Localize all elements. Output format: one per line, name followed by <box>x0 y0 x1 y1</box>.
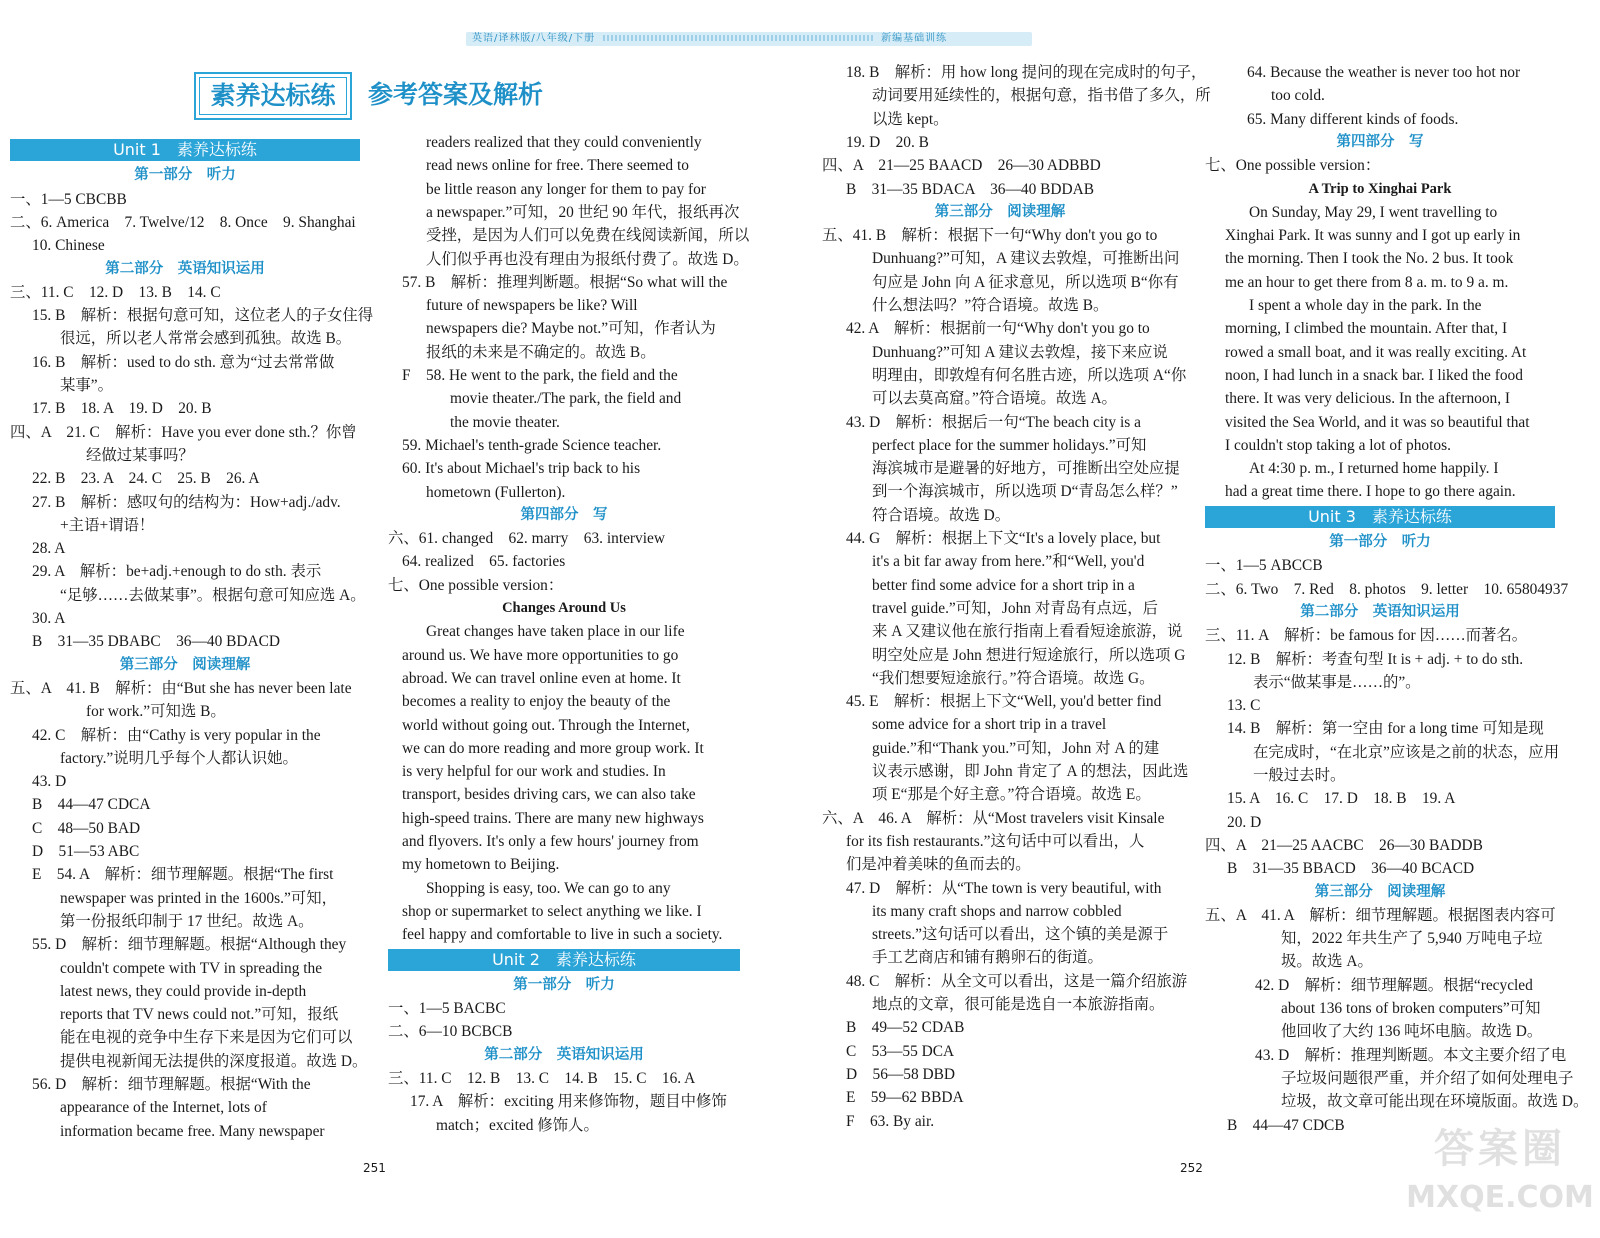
header-divider <box>603 35 873 41</box>
answer-line: 句应是 John 向 A 征求意见，所以选项 B“你有 <box>872 273 1179 291</box>
section-heading: 第一部分 听力 <box>1329 534 1431 550</box>
answer-line: 43. D 解析：推理判断题。本文主要介绍了电 <box>1255 1046 1567 1064</box>
answer-line: its many craft shops and narrow cobbled <box>872 902 1122 920</box>
header-right: 新编基础训练 <box>881 33 948 44</box>
answer-line: morning, I climbed the mountain. After that, I <box>1225 320 1508 338</box>
answer-line: 65. Many different kinds of foods. <box>1247 110 1459 128</box>
answer-line: some advice for a short trip in a travel <box>872 716 1107 734</box>
answer-line: 29. A 解析：be+adj.+enough to do sth. 表示 <box>32 563 322 581</box>
answer-line: abroad. We can travel online even at home. It <box>402 669 681 687</box>
answer-line: couldn't compete with TV in spreading the <box>60 959 323 977</box>
answer-line: 们是冲着美味的鱼而去的。 <box>846 856 1031 874</box>
answer-line: 17. B 18. A 19. D 20. B <box>32 400 212 418</box>
section-heading: 第三部分 阅读理解 <box>119 656 251 673</box>
answer-line: F 63. By air. <box>846 1112 935 1130</box>
answer-line: read news online for free. There seemed to <box>426 157 689 175</box>
answer-line: better find some advice for a short trip in a <box>872 576 1135 594</box>
answer-line: 42. A 解析：根据前一句“Why don't you go to <box>846 320 1150 338</box>
answer-line: 三、11. A 解析：be famous for 因……而著名。 <box>1205 627 1528 645</box>
answer-line: it's a bit far away from here.”和“Well, you'd <box>872 553 1145 571</box>
answer-line: high-speed trains. There are many new highways <box>402 809 704 827</box>
answer-line: about 136 tons of broken computers”可知 <box>1281 1000 1541 1017</box>
answer-line: 动词要用延续性的，根据句意，指书借了多久，所 <box>872 87 1211 105</box>
section-heading: 第三部分 阅读理解 <box>1314 883 1446 900</box>
answer-line: 一、1—5 ABCCB <box>1205 557 1323 575</box>
answer-line: be little reason any longer for them to pay for <box>426 180 706 198</box>
section-heading: 第二部分 英语知识运用 <box>105 260 265 277</box>
unit-heading-bar: Unit 2 素养达标练 <box>388 949 740 971</box>
answer-line: 三、11. C 12. B 13. C 14. B 15. C 16. A <box>388 1070 696 1087</box>
title-badge: 素养达标练 <box>194 72 352 120</box>
answer-line: Great changes have taken place in our life <box>426 623 685 641</box>
answer-line: B 49—52 CDAB <box>846 1019 965 1037</box>
answer-line: 七、One possible version： <box>388 576 564 594</box>
answer-line: 到一个海滨城市，所以选项 D“青岛怎么样？” <box>872 483 1178 501</box>
section-heading: 第一部分 听力 <box>513 976 615 993</box>
answer-line: 二、6—10 BCBCB <box>388 1023 513 1041</box>
answer-line: 14. B 解析：第一空由 for a long time 可知是现 <box>1227 720 1544 738</box>
unit-heading-bar: Unit 1 素养达标练 <box>10 139 360 161</box>
essay-title: A Trip to Xinghai Park <box>1308 180 1452 197</box>
answer-line: 55. D 解析：细节理解题。根据“Although they <box>32 936 347 954</box>
unit-heading-bar: Unit 3 素养达标练 <box>1205 506 1555 528</box>
answer-line: information became free. Many newspaper <box>60 1122 325 1140</box>
answer-line: Shopping is easy, too. We can go to any <box>426 879 671 897</box>
answer-line: 20. D <box>1227 813 1262 831</box>
answer-line: F 58. He went to the park, the field and the <box>402 367 678 384</box>
answer-line: the movie theater. <box>450 413 560 431</box>
section-heading: 第一部分 听力 <box>134 167 236 184</box>
answer-line: D 56—58 DBD <box>846 1065 956 1083</box>
answer-line: 五、A 41. B 解析：由“But she has never been late <box>10 679 352 697</box>
answer-line: 56. D 解析：细节理解题。根据“With the <box>32 1076 311 1093</box>
answer-line: 四、A 21—25 AACBC 26—30 BADDB <box>1205 836 1483 854</box>
answer-line: 受挫，是因为人们可以免费在线阅读新闻，所以 <box>426 227 750 245</box>
answer-line: E 59—62 BBDA <box>846 1089 964 1107</box>
answer-line: 27. B 解析：感叹句的结构为：How+adj./adv. <box>32 493 341 511</box>
answer-line: At 4:30 p. m., I returned home happily. I <box>1249 460 1499 478</box>
answer-line: had a great time there. I hope to go there again. <box>1225 483 1516 501</box>
answer-line: too cold. <box>1271 87 1325 105</box>
answer-line: I couldn't stop taking a lot of photos. <box>1225 436 1451 454</box>
answer-line: 四、A 21—25 BAACD 26—30 ADBBD <box>822 157 1101 175</box>
answer-line: 表示“做某事是……的”。 <box>1253 673 1421 691</box>
answer-line: reports that TV news could not.”可知，报纸 <box>60 1006 339 1024</box>
watermark-logo <box>1400 1120 1600 1238</box>
answer-line: rowed a small boat, and it was really exciting. At <box>1225 343 1527 361</box>
answer-line: 10. Chinese <box>32 237 105 255</box>
answer-line: my hometown to Beijing. <box>402 856 560 874</box>
answer-line: for its fish restaurants.”这句话中可以看出，人 <box>846 832 1145 850</box>
answer-line: 明空处应是 John 想进行短途旅行，所以选项 G <box>872 646 1186 664</box>
answer-line: is very helpful for our work and studies. In <box>402 763 666 781</box>
answer-line: latest news, they could provide in-depth <box>60 982 307 1000</box>
answer-line: 项 E“那是个好主意。”符合语境。故选 E。 <box>872 786 1151 804</box>
answer-line: B 31—35 DBABC 36—40 BDACD <box>32 633 280 651</box>
answer-line: 三、11. C 12. D 13. B 14. C <box>10 283 221 301</box>
section-heading: 第二部分 英语知识运用 <box>484 1046 644 1063</box>
answer-line: movie theater./The park, the field and <box>450 390 682 408</box>
answer-line: 47. D 解析：从“The town is very beautiful, with <box>846 879 1162 897</box>
answer-line: 64. Because the weather is never too hot nor <box>1247 64 1521 81</box>
answer-line: guide.”和“Thank you.”可知，John 对 A 的建 <box>872 739 1160 757</box>
answer-line: 什么想法吗？”符合语境。故选 B。 <box>872 297 1109 314</box>
answer-line: 43. D <box>32 773 67 791</box>
answer-line: 五、A 41. A 解析：细节理解题。根据图表内容可 <box>1205 906 1556 924</box>
answer-line: 17. A 解析：exciting 用来修饰物，题目中修饰 <box>410 1093 727 1111</box>
answer-line: 12. B 解析：考查句型 It is + adj. + to do sth. <box>1227 650 1524 668</box>
answer-line: 海滨城市是避暑的好地方，可推断出空处应提 <box>872 460 1180 478</box>
answer-line: 44. G 解析：根据上下文“It's a lovely place, but <box>846 530 1161 547</box>
answer-line: 明理由，即敦煌有何名胜古迹，所以选项 A“你 <box>872 366 1187 384</box>
answer-line: 知，2022 年共生产了 5,940 万吨电子垃 <box>1281 930 1543 948</box>
answer-line: visited the Sea World, and it was so beautiful that <box>1225 413 1530 431</box>
section-heading: 第四部分 写 <box>1336 133 1424 150</box>
answer-line: we can do more reading and more group work. It <box>402 739 704 757</box>
answer-line: 报纸的未来是不确定的。故选 B。 <box>426 343 656 361</box>
answer-line: feel happy and comfortable to live in such a society. <box>402 926 723 944</box>
answer-line: shop or supermarket to select anything we like. I <box>402 902 702 920</box>
answer-line: B 31—35 BDACA 36—40 BDDAB <box>846 180 1094 198</box>
answer-line: 垃圾，故文章可能出现在环境版面。故选 D。 <box>1281 1093 1589 1111</box>
answer-line: 以选 kept。 <box>872 110 949 128</box>
page-number-left: 251 <box>363 1161 386 1175</box>
answer-line: 二、6. America 7. Twelve/12 8. Once 9. Shanghai <box>10 213 356 231</box>
answer-line: a newspaper.”可知，20 世纪 90 年代，报纸再次 <box>426 203 740 221</box>
answer-line: 13. C <box>1227 697 1261 715</box>
answer-line: 地点的文章，很可能是选自一本旅游指南。 <box>872 996 1165 1013</box>
answer-line: 64. realized 65. factories <box>402 553 566 571</box>
answer-line: for work.”可知选 B。 <box>86 703 226 721</box>
answer-line: transport, besides driving cars, we can also take <box>402 786 696 804</box>
answer-line: B 31—35 BBACD 36—40 BCACD <box>1227 860 1475 878</box>
answer-line: readers realized that they could conveniently <box>426 134 702 151</box>
answer-line: appearance of the Internet, lots of <box>60 1099 267 1117</box>
answer-line: 48. C 解析：从全文可以看出，这是一篇介绍旅游 <box>846 972 1188 990</box>
answer-line: 30. A <box>32 610 66 627</box>
answer-line: 来 A 又建议他在旅行指南上看看短途旅游，说 <box>872 623 1183 641</box>
answer-line: Dunhuang?”可知 A 建议去敦煌，接下来应说 <box>872 343 1168 361</box>
answer-line: 能在电视的竞争中生存下来是因为它们可以 <box>60 1029 353 1047</box>
answer-line: 43. D 解析：根据后一句“The beach city is a <box>846 413 1141 431</box>
answer-line: and flyovers. It's only a few hours' journey from <box>402 833 699 850</box>
answer-line: 42. D 解析：细节理解题。根据“recycled <box>1255 976 1533 994</box>
answer-line: C 48—50 BAD <box>32 819 141 837</box>
answer-line: there. It was very delicious. In the afternoon, I <box>1225 390 1511 408</box>
answer-line: world without going out. Through the Internet, <box>402 716 690 734</box>
answer-line: 子垃圾问题很严重，并介绍了如何处理电子 <box>1281 1069 1574 1087</box>
watermark-text: 答案圈 <box>1434 1126 1566 1172</box>
answer-line: 符合语境。故选 D。 <box>872 506 1011 524</box>
answer-line: me an hour to get there from 8 a. m. to 9 a. m. <box>1225 273 1509 291</box>
section-heading: 第三部分 阅读理解 <box>934 203 1066 220</box>
answer-line: 手工艺商店和铺有鹅卵石的街道。 <box>872 949 1103 967</box>
answer-line: 他回收了大约 136 吨坏电脑。故选 D。 <box>1281 1023 1543 1041</box>
page-title: 参考答案及解析 <box>368 80 544 109</box>
answer-line: 57. B 解析：推理判断题。根据“So what will the <box>402 273 728 291</box>
answer-line: the morning. Then I took the No. 2 bus. It took <box>1225 250 1514 268</box>
answer-line: E 54. A 解析：细节理解题。根据“The first <box>32 866 334 884</box>
answer-line: 一、1—5 CBCBB <box>10 190 127 208</box>
answer-line: 经做过某事吗？ <box>86 446 194 464</box>
answer-line: +主语+谓语！ <box>60 516 155 534</box>
answer-line: 六、A 46. A 解析：从“Most travelers visit Kinsale <box>822 809 1165 827</box>
answer-line: 45. E 解析：根据上下文“Well, you'd better find <box>846 693 1162 711</box>
answer-line: B 44—47 CDCA <box>32 796 151 814</box>
answer-line: On Sunday, May 29, I went travelling to <box>1249 203 1498 221</box>
answer-line: 19. D 20. B <box>846 133 929 151</box>
answer-line: 圾。故选 A。 <box>1281 953 1373 971</box>
answer-line: future of newspapers be like? Will <box>426 297 638 315</box>
answer-line: “我们想要短途旅行。”符合语境。故选 G。 <box>872 669 1155 687</box>
essay-title: Changes Around Us <box>502 600 626 616</box>
answer-line: 二、6. Two 7. Red 8. photos 9. letter 10. 65804937 <box>1205 580 1569 598</box>
page-number-right: 252 <box>1180 1161 1203 1175</box>
answer-line: I spent a whole day in the park. In the <box>1249 297 1482 314</box>
answer-line: 很远，所以老人常常会感到孤独。故选 B。 <box>60 330 352 348</box>
answer-line: 一、1—5 BACBC <box>388 1000 506 1018</box>
section-heading: 第四部分 写 <box>520 506 608 523</box>
answer-line: 议表示感谢，即 John 肯定了 A 的想法，因此选 <box>872 763 1189 780</box>
answer-line: 60. It's about Michael's trip back to his <box>402 460 641 478</box>
answer-line: 22. B 23. A 24. C 25. B 26. A <box>32 470 260 488</box>
answer-line: streets.”这句话可以看出，这个镇的美是源于 <box>872 926 1169 944</box>
watermark-url: MXQE.COM <box>1406 1180 1594 1215</box>
answer-line: 18. B 解析：用 how long 提问的现在完成时的句子， <box>846 64 1207 81</box>
answer-line: 五、41. B 解析：根据下一句“Why don't you go to <box>822 227 1158 245</box>
answer-line: 某事”。 <box>60 377 114 394</box>
answer-line: 七、One possible version： <box>1205 157 1381 175</box>
answer-line: 一般过去时。 <box>1253 767 1346 784</box>
answer-line: 15. A 16. C 17. D 18. B 19. A <box>1227 790 1456 808</box>
answer-line: 人们似乎再也没有理由为报纸付费了。故选 D。 <box>426 250 749 268</box>
answer-line: 四、A 21. C 解析：Have you ever done sth.？你曾 <box>10 423 357 441</box>
answer-line: factory.”说明几乎每个人都认识她。 <box>60 749 298 767</box>
answer-line: newspapers die? Maybe not.”可知，作者认为 <box>426 320 716 338</box>
answer-line: match；excited 修饰人。 <box>436 1116 599 1134</box>
answer-line: C 53—55 DCA <box>846 1042 955 1060</box>
header-left: 英语/译林版/八年级/下册 <box>472 33 596 44</box>
answer-line: 六、61. changed 62. marry 63. interview <box>388 530 665 548</box>
answer-line: travel guide.”可知，John 对青岛有点远，后 <box>872 599 1158 617</box>
answer-line: noon, I had lunch in a snack bar. I liked the food <box>1225 366 1523 384</box>
answer-line: 第一份报纸印制于 17 世纪。故选 A。 <box>60 912 314 930</box>
answer-line: 在完成时，“在北京”应该是之前的状态，应用 <box>1253 743 1560 761</box>
answer-line: 15. B 解析：根据句意可知，这位老人的子女住得 <box>32 307 374 325</box>
answer-line: B 44—47 CDCB <box>1227 1116 1345 1134</box>
answer-line: 28. A <box>32 540 66 558</box>
answer-line: D 51—53 ABC <box>32 843 140 860</box>
answer-line: Xinghai Park. It was sunny and I got up early in <box>1225 227 1521 245</box>
answer-line: 42. C 解析：由“Cathy is very popular in the <box>32 726 321 744</box>
running-header <box>466 32 1032 46</box>
answer-line: 可以去莫高窟。”符合语境。故选 A。 <box>872 390 1117 408</box>
section-heading: 第二部分 英语知识运用 <box>1300 603 1460 620</box>
answer-line: hometown (Fullerton). <box>426 483 566 501</box>
answer-line: newspaper was printed in the 1600s.”可知， <box>60 889 337 907</box>
answer-line: Dunhuang?”可知，A 建议去敦煌，可推断出问 <box>872 250 1180 268</box>
answer-line: 提供电视新闻无法提供的深度报道。故选 D。 <box>60 1052 368 1070</box>
answer-line: 59. Michael's tenth-grade Science teacher. <box>402 436 662 454</box>
answer-line: perfect place for the summer holidays.”可知 <box>872 436 1147 454</box>
answer-line: around us. We have more opportunities to go <box>402 646 679 664</box>
answer-line: 16. B 解析：used to do sth. 意为“过去常常做 <box>32 353 335 371</box>
answer-line: “足够……去做某事”。根据句意可知应选 A。 <box>60 586 366 604</box>
answer-line: becomes a reality to enjoy the beauty of the <box>402 693 671 711</box>
